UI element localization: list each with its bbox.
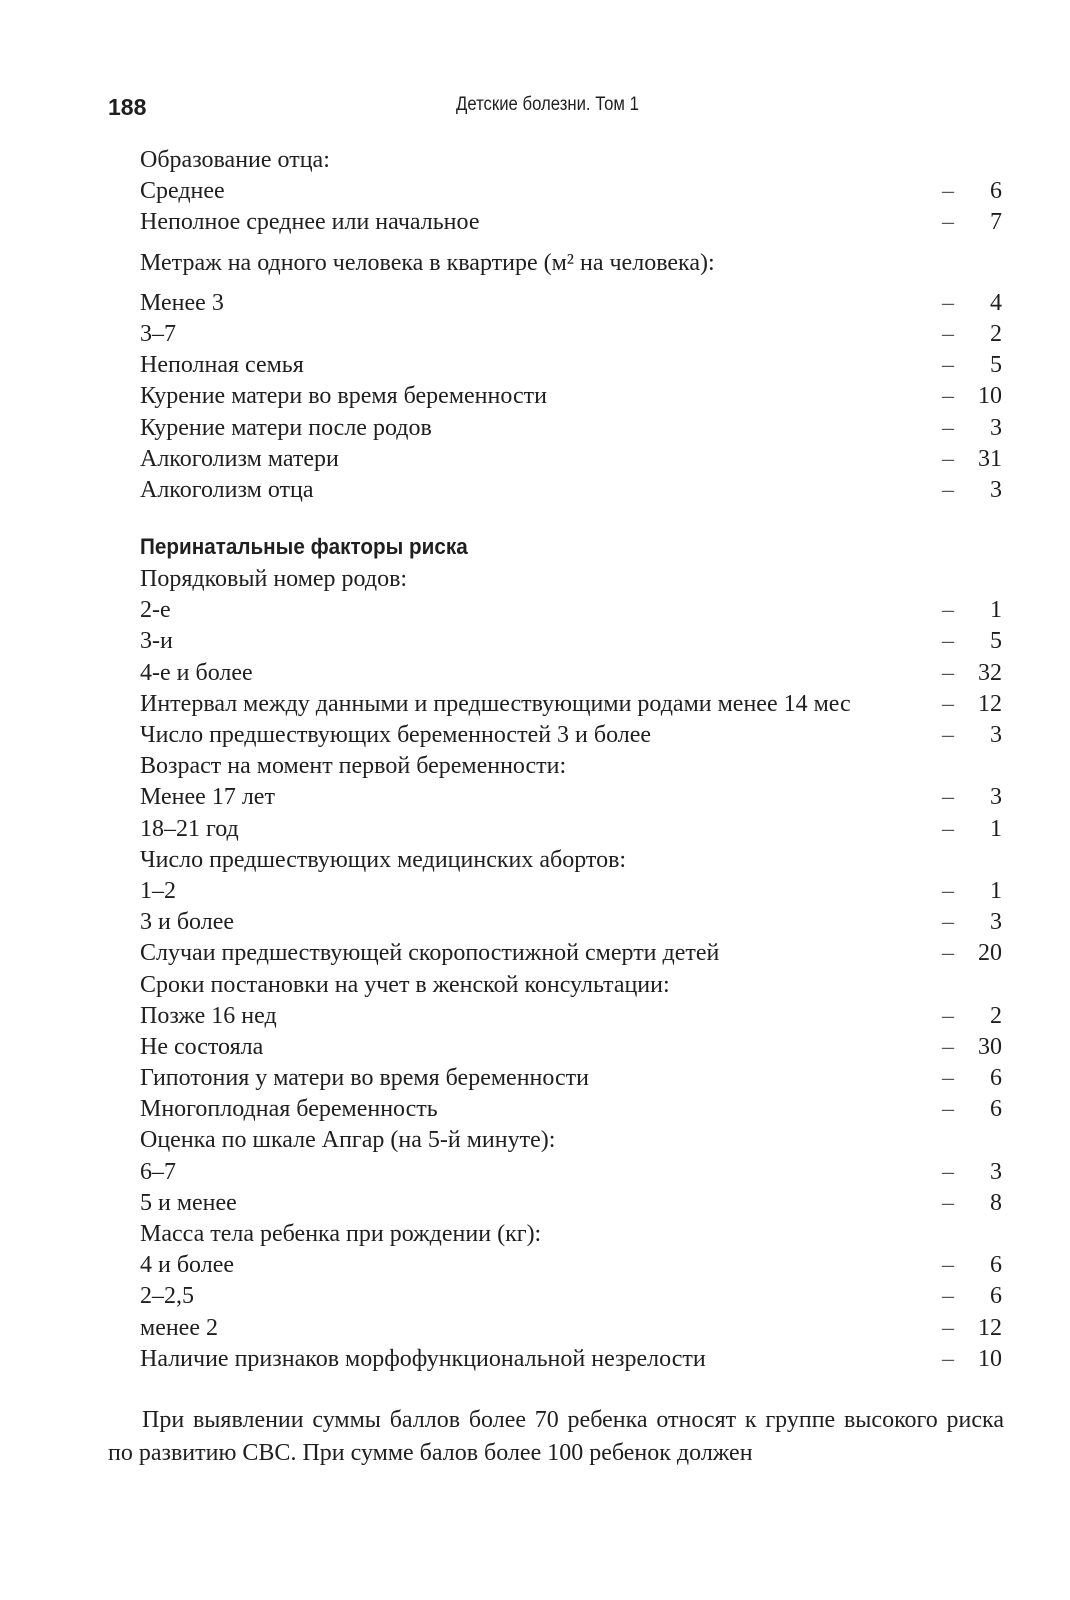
item-dash: – (942, 1314, 954, 1341)
list-item (140, 1281, 1008, 1312)
area-heading: Метраж на одного человека в квартире (м² на человека): (140, 249, 715, 276)
item-label: Масса тела ребенка при рождении (кг): (140, 1221, 542, 1247)
list-item (140, 814, 1008, 845)
item-label: Курение матери после родов (140, 414, 432, 441)
list-item (140, 1094, 1008, 1125)
item-label: Образование отца: (140, 147, 330, 173)
item-dash: – (942, 1189, 954, 1216)
list-item (140, 1219, 1008, 1250)
list-item (140, 1188, 1008, 1219)
item-dash: – (942, 1065, 954, 1092)
item-label: 4 и более (140, 1252, 235, 1279)
item-dash: – (942, 209, 954, 236)
item-label: Многоплодная беременность (140, 1096, 438, 1123)
page-header (108, 94, 1008, 124)
item-label: 3–7 (140, 320, 176, 347)
risk-factor-list (140, 145, 1008, 1375)
item-score: 3 (990, 476, 1002, 503)
list-item (140, 413, 1008, 444)
item-dash: – (942, 877, 954, 904)
item-score: 10 (978, 1345, 1002, 1372)
item-label: Число предшествующих беременностей 3 и более (140, 722, 652, 748)
item-dash: – (942, 445, 954, 472)
item-label: 2–2,5 (140, 1283, 194, 1310)
list-item (140, 689, 1008, 720)
list-item (140, 475, 1008, 506)
item-score: 30 (978, 1033, 1002, 1060)
item-label: Случаи предшествующей скоропостижной смерти детей (140, 940, 720, 967)
item-score: 3 (990, 784, 1002, 811)
item-label: 18–21 год (140, 815, 239, 842)
item-label: Позже 16 нед (140, 1002, 277, 1029)
list-item (140, 1157, 1008, 1188)
list-item (140, 1001, 1008, 1032)
list-item (140, 720, 1008, 751)
list-item (140, 381, 1008, 412)
item-label: Оценка по шкале Апгар (на 5-й минуте): (140, 1127, 556, 1154)
item-dash: – (942, 690, 954, 717)
item-score: 6 (990, 1096, 1002, 1123)
item-label: Алкоголизм матери (140, 445, 339, 472)
item-dash: – (942, 352, 954, 379)
item-score: 8 (990, 1189, 1002, 1216)
item-label: Среднее (140, 178, 225, 205)
list-item (140, 938, 1008, 969)
item-label: Сроки постановки на учет в женской консультации: (140, 971, 670, 998)
list-item (140, 970, 1008, 1001)
list-item (140, 1125, 1008, 1156)
item-score: 12 (978, 1314, 1002, 1341)
item-label: Курение матери во время беременности (140, 383, 547, 410)
item-dash: – (942, 414, 954, 441)
item-score: 31 (978, 445, 1002, 472)
item-label: Менее 3 (140, 289, 224, 316)
item-dash: – (942, 1252, 954, 1279)
list-item (140, 176, 1008, 207)
list-item (140, 350, 1008, 381)
family-factors-block (140, 288, 1008, 506)
item-dash: – (942, 909, 954, 936)
item-label: Интервал между данными и предшествующими родами менее 14 мес (140, 690, 851, 717)
item-score: 3 (990, 909, 1002, 936)
item-dash: – (942, 476, 954, 503)
running-title: Детские болезни. Том 1 (456, 94, 639, 115)
item-dash: – (942, 383, 954, 410)
item-dash: – (942, 1033, 954, 1060)
perinatal-factors-block (140, 564, 1008, 1375)
item-score: 6 (990, 178, 1002, 205)
list-item (140, 626, 1008, 657)
page-number: 188 (108, 94, 147, 120)
item-label: Не состояла (140, 1033, 264, 1060)
list-item (140, 1250, 1008, 1281)
item-label: Число предшествующих медицинских абортов: (140, 846, 627, 873)
item-label: 5 и менее (140, 1189, 237, 1216)
item-dash: – (942, 289, 954, 316)
item-score: 1 (990, 597, 1002, 624)
item-score: 3 (990, 1158, 1002, 1185)
item-dash: – (942, 940, 954, 967)
item-dash: – (942, 659, 954, 686)
list-item (140, 595, 1008, 626)
list-item (140, 907, 1008, 938)
list-item (140, 751, 1008, 782)
item-score: 1 (990, 877, 1002, 904)
list-item (140, 1032, 1008, 1063)
item-label: менее 2 (140, 1314, 218, 1341)
item-score: 3 (990, 414, 1002, 441)
item-label: Возраст на момент первой беременности: (140, 753, 567, 780)
item-label: Неполная семья (140, 352, 304, 379)
item-label: Неполное среднее или начальное (140, 209, 480, 236)
item-label: Гипотония у матери во время беременности (140, 1065, 589, 1092)
item-score: 32 (978, 659, 1002, 686)
item-label: 1–2 (140, 877, 176, 904)
list-item (140, 207, 1008, 238)
list-item (140, 444, 1008, 475)
item-label: Наличие признаков морфофункциональной незрелости (140, 1345, 706, 1372)
item-dash: – (942, 1096, 954, 1123)
item-dash: – (942, 178, 954, 205)
item-score: 6 (990, 1065, 1002, 1092)
list-item (140, 1344, 1008, 1375)
item-dash: – (942, 815, 954, 842)
list-item (140, 782, 1008, 813)
item-score: 1 (990, 815, 1002, 842)
item-label: Порядковый номер родов: (140, 566, 408, 593)
item-label: 2-е (140, 597, 171, 624)
item-score: 6 (990, 1283, 1002, 1310)
item-label: Менее 17 лет (140, 784, 275, 811)
item-score: 3 (990, 722, 1002, 748)
item-score: 10 (978, 383, 1002, 410)
father-education-block (140, 145, 1008, 239)
item-label: 3-и (140, 628, 173, 655)
list-item (140, 288, 1008, 319)
item-dash: – (942, 1283, 954, 1310)
section-heading: Перинатальные факторы риска (140, 534, 468, 560)
area-heading-row (140, 248, 1008, 279)
item-score: 20 (978, 940, 1002, 967)
list-item (140, 1063, 1008, 1094)
item-score: 12 (978, 690, 1002, 717)
body-paragraph: При выявлении суммы баллов более 70 ребенка относят к группе высокого риска по развитию СВС. При сумме балов более 100 ребенок должен (108, 1407, 1004, 1466)
item-score: 4 (990, 289, 1002, 316)
item-score: 5 (990, 628, 1002, 655)
item-dash: – (942, 784, 954, 811)
item-dash: – (942, 628, 954, 655)
item-dash: – (942, 722, 954, 748)
item-score: 2 (990, 320, 1002, 347)
list-item (140, 845, 1008, 876)
item-dash: – (942, 597, 954, 624)
item-dash: – (942, 1002, 954, 1029)
item-label: Алкоголизм отца (140, 476, 314, 503)
list-item (140, 145, 1008, 176)
item-label: 6–7 (140, 1158, 176, 1185)
list-item (140, 1313, 1008, 1344)
list-item (140, 658, 1008, 689)
list-item (140, 564, 1008, 595)
list-item (140, 319, 1008, 350)
item-dash: – (942, 1158, 954, 1185)
item-label: 4-е и более (140, 659, 253, 686)
item-dash: – (942, 1345, 954, 1372)
item-label: 3 и более (140, 909, 235, 936)
item-score: 2 (990, 1002, 1002, 1029)
item-score: 7 (990, 209, 1002, 236)
list-item (140, 876, 1008, 907)
item-score: 6 (990, 1252, 1002, 1279)
item-score: 5 (990, 352, 1002, 379)
item-dash: – (942, 320, 954, 347)
